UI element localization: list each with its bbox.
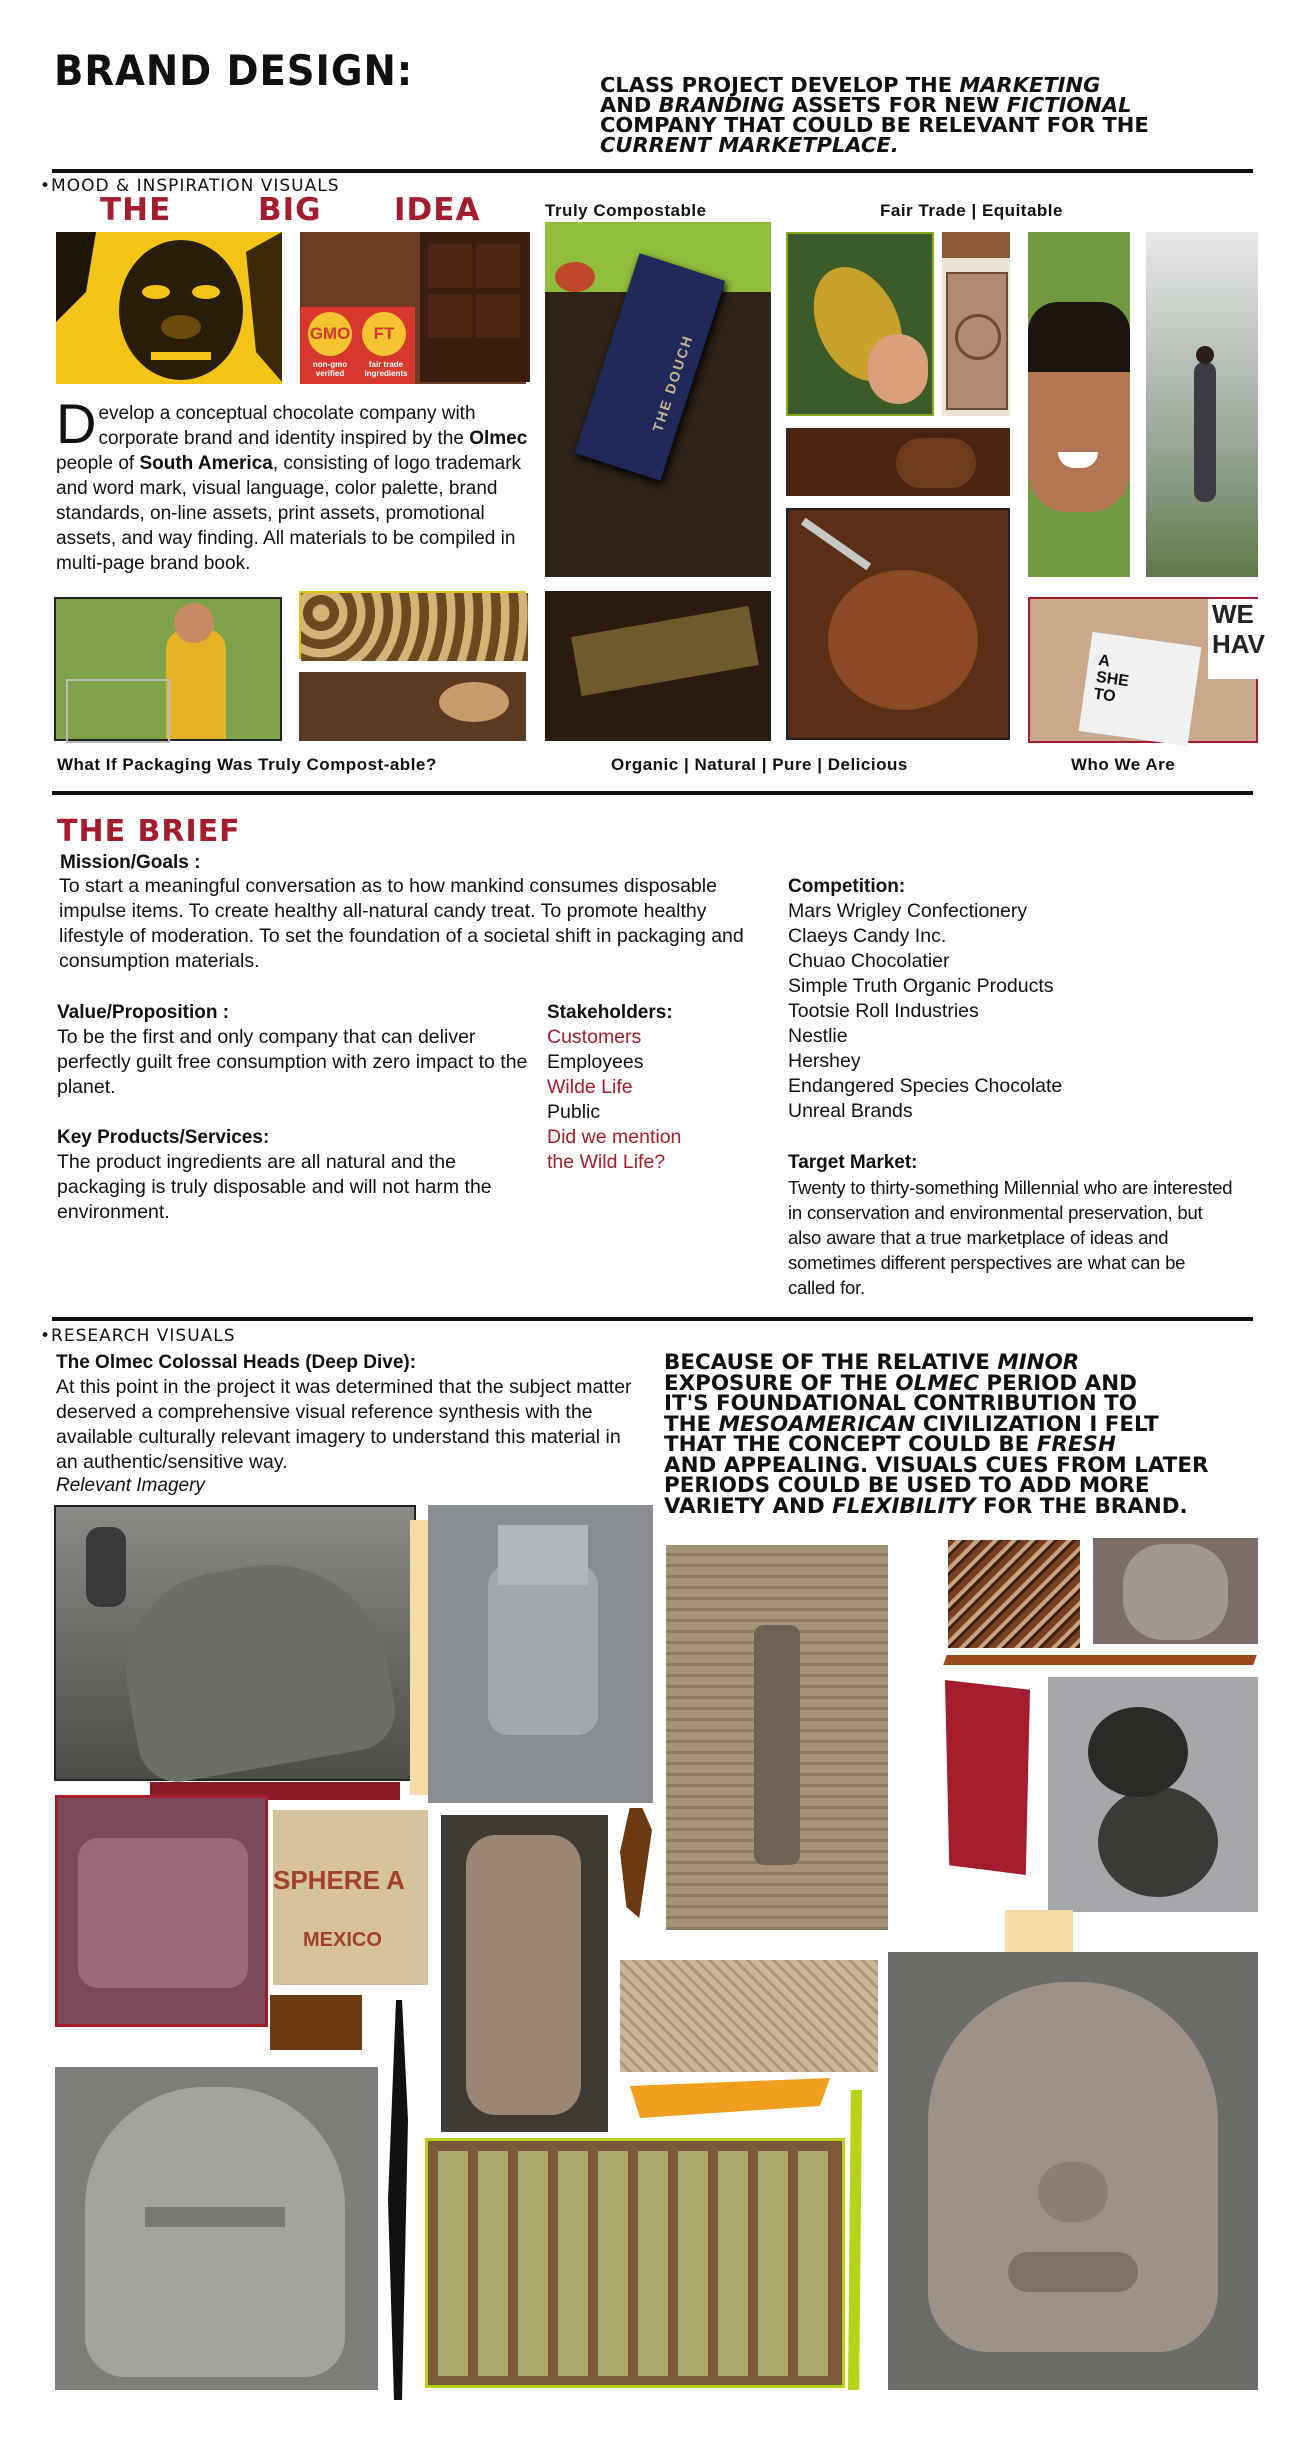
right-sign-line-1: WE	[1212, 599, 1254, 629]
colossal-head-excavation-photo	[54, 1505, 416, 1781]
ft-badge: FT	[362, 312, 406, 356]
museum-head-lips	[1008, 2252, 1138, 2292]
stakeholders-list	[547, 1025, 747, 1175]
research-text: At this point in the project it was determined that the subject matter deserved a comprehensive visual reference synthesis with the available culturally relevant imagery to understand this material in an authentic/sensitive way.	[56, 1376, 632, 1473]
cocoa-beans-strip	[942, 232, 1010, 258]
research-statement-text: BECAUSE OF THE RELATIVE	[664, 1350, 998, 1374]
stakeholder-item: Wilde Life	[547, 1076, 633, 1098]
competitor-item: Hershey	[788, 1050, 861, 1072]
intro-statement-emphasis: BRANDING	[658, 93, 785, 117]
caption-organic: Organic | Natural | Pure | Delicious	[611, 755, 908, 774]
burlap-line-2: MEXICO	[303, 1929, 382, 1951]
burlap-lettering	[273, 1850, 405, 1970]
cart	[66, 679, 170, 743]
rope-basket-photo	[620, 1960, 878, 2072]
purple-stone-carving-photo	[55, 1795, 268, 2027]
intro-statement-emphasis: FICTIONAL	[1006, 93, 1132, 117]
right-sign	[1208, 599, 1264, 679]
research-statement-line	[664, 1475, 1276, 1496]
stone-stela-photo	[441, 1815, 608, 2132]
intro-statement-text: AND	[600, 93, 659, 117]
caption-fair-trade: Fair Trade | Equitable	[880, 201, 1063, 220]
big-idea-word-2: BIG	[258, 192, 322, 228]
target-text: Twenty to thirty-something Millennial who are interested in conservation and environmental preservation, but also aware that a true marketplace of ideas and sometimes different perspectives are what can be called for.	[788, 1177, 1233, 1298]
chocolate-square-1	[428, 244, 472, 288]
stakeholder-item: the Wild Life?	[547, 1151, 666, 1173]
stakeholder-item: Customers	[547, 1026, 642, 1048]
stakeholder-item: Public	[547, 1101, 601, 1123]
head-helmet	[85, 2087, 345, 2377]
research-statement-line	[664, 1411, 1276, 1436]
research-statement-text: VARIETY AND	[664, 1493, 833, 1518]
competitor-item: Nestlie	[788, 1025, 848, 1047]
research-statement	[664, 1352, 1276, 1516]
head-silhouette	[111, 1546, 402, 1788]
textile-pattern-photo	[948, 1540, 1080, 1648]
mini-head	[1123, 1544, 1228, 1640]
page-title: BRAND DESIGN:	[54, 46, 414, 95]
research-statement-emphasis: MINOR	[997, 1350, 1080, 1374]
intro-statement-text: CLASS PROJECT DEVELOP THE	[600, 73, 960, 97]
intro-statement-line	[600, 135, 1293, 155]
competitor-item: Claeys Candy Inc.	[788, 925, 947, 947]
museum-head-nose	[1038, 2162, 1108, 2222]
powder-mound	[828, 570, 978, 710]
burlap-line-1: SPHERE A	[273, 1865, 405, 1895]
research-statement-text: PERIOD AND	[978, 1370, 1137, 1395]
intro-statement-line	[600, 115, 1293, 135]
farmer-photo	[54, 597, 282, 741]
header-divider	[52, 169, 1253, 173]
stakeholder-item: Employees	[547, 1051, 644, 1073]
intro-south-america: South America	[139, 453, 273, 474]
research-section-text: RESEARCH VISUALS	[51, 1326, 236, 1346]
sign-lettering	[1093, 652, 1133, 707]
intro-paragraph	[56, 392, 532, 576]
research-statement-emphasis: MESOAMERICAN	[718, 1411, 916, 1436]
competitor-item: Mars Wrigley Confectionery	[788, 900, 1028, 922]
aztec-calendar-photo	[942, 232, 1010, 416]
mosaic-pattern	[438, 2151, 832, 2376]
worker-figure	[86, 1527, 126, 1607]
relief-carving-photo	[428, 1505, 653, 1803]
research-statement-emphasis: FLEXIBILITY	[832, 1493, 976, 1518]
hiker-figure	[1194, 362, 1216, 502]
stakeholders-label: Stakeholders:	[547, 1002, 673, 1023]
compostable-wrapper-photo	[545, 222, 771, 577]
intro-mid: people of	[56, 453, 140, 474]
value-text: To be the first and only company that can deliver perfectly guilt free consumption with zero impact to the planet.	[57, 1026, 528, 1098]
red-paint-stroke	[945, 1680, 1030, 1875]
research-statement-line	[664, 1370, 1276, 1395]
intro-statement-emphasis: CURRENT MARKETPLACE.	[600, 133, 899, 157]
olmec-face-graphic	[56, 232, 282, 384]
caption-compostable: Truly Compostable	[545, 201, 707, 220]
vessel-base	[1098, 1787, 1218, 1897]
research-statement-text: THE	[664, 1411, 719, 1436]
research-statement-text: CIVILIZATION I FELT	[915, 1411, 1159, 1436]
almond	[439, 682, 509, 722]
bird-vessel-photo	[1048, 1677, 1258, 1912]
olmec-head-mini-photo	[1093, 1538, 1258, 1644]
sign-line-2: SHE	[1094, 668, 1130, 691]
research-statement-text: PERIODS COULD BE USED TO ADD MORE	[664, 1473, 1150, 1497]
calendar-ring	[955, 314, 1001, 360]
black-brush-stroke	[388, 2000, 408, 2400]
mission-text: To start a meaningful conversation as to how mankind consumes disposable impulse items. To create healthy all-natural candy treat. To promote healthy lifestyle of moderation. To set the foundation of a societal shift in packaging and consumption materials.	[59, 875, 744, 972]
stela-body	[466, 1835, 581, 2115]
competitor-item: Unreal Brands	[788, 1100, 913, 1122]
research-statement-text: FOR THE BRAND.	[975, 1493, 1188, 1518]
mission-label: Mission/Goals :	[60, 852, 201, 873]
sign-line-3: TO	[1092, 685, 1117, 706]
competition-label: Competition:	[788, 876, 906, 897]
research-statement-line	[664, 1352, 1276, 1373]
chocolate-square-2	[476, 244, 520, 288]
products-label: Key Products/Services:	[57, 1127, 270, 1148]
relevant-imagery-label: Relevant Imagery	[56, 1475, 205, 1496]
colossal-head-museum-photo	[888, 1952, 1258, 2390]
spoon-handle	[801, 518, 871, 570]
almonds-photo	[299, 672, 526, 741]
research-statement-text: THAT THE CONCEPT COULD BE	[664, 1432, 1037, 1456]
olmec-yellow-photo	[56, 232, 282, 384]
cream-panel	[410, 1520, 428, 1795]
mood-section-text: MOOD & INSPIRATION VISUALS	[51, 176, 340, 196]
intro-statement-text: ASSETS FOR NEW	[784, 93, 1007, 117]
brief-divider	[52, 1317, 1253, 1321]
value-label: Value/Proposition :	[57, 1002, 230, 1023]
brown-brush-stroke	[943, 1655, 1257, 1665]
stela-statue	[754, 1625, 800, 1865]
research-statement-text: AND APPEALING. VISUALS CUES FROM LATER	[664, 1452, 1209, 1477]
brown-accent-bar	[270, 1995, 362, 2050]
intro-statement	[600, 75, 1293, 155]
competitor-item: Endangered Species Chocolate	[788, 1075, 1063, 1097]
cream-block	[1005, 1910, 1073, 1955]
research-statement-line	[664, 1434, 1276, 1455]
cocoa-powder-photo	[786, 508, 1010, 740]
cacao-pod-photo	[786, 232, 934, 416]
research-statement-line	[664, 1493, 1276, 1518]
farmer-shirt	[166, 629, 226, 739]
gmo-badge: GMO	[308, 312, 352, 356]
gmo-badge-sub: non-gmo verified	[312, 360, 348, 378]
competitor-item: Chuao Chocolatier	[788, 950, 950, 972]
basket-weave	[620, 1960, 878, 2072]
intro-statement-line	[600, 75, 1293, 95]
dropcap: D	[56, 392, 97, 455]
smiling-child-photo	[1028, 232, 1130, 577]
nuts-trail-mix-photo	[299, 591, 526, 659]
bird-head	[1088, 1707, 1188, 1797]
big-idea-word-3: IDEA	[394, 192, 481, 228]
chocolate-drip	[896, 438, 976, 488]
research-statement-text: IT'S FOUNDATIONAL CONTRIBUTION TO	[664, 1391, 1137, 1415]
intro-lead: evelop a conceptual chocolate company with corporate brand and identity inspired by the	[98, 403, 476, 449]
hand	[868, 334, 928, 404]
mood-divider	[52, 791, 1253, 795]
research-statement-line	[664, 1393, 1276, 1414]
research-statement-emphasis: FRESH	[1036, 1432, 1116, 1456]
hiker-photo	[1146, 232, 1258, 577]
big-idea-heading	[100, 192, 500, 228]
carving-headdress	[498, 1525, 588, 1585]
chocolate-square-4	[476, 294, 520, 338]
carving-figure	[488, 1565, 598, 1735]
head-eyes	[145, 2207, 285, 2227]
caption-packaging: What If Packaging Was Truly Compost-able?	[57, 755, 437, 774]
ft-badge-sub: fair trade ingredients	[364, 360, 408, 378]
research-statement-text: EXPOSURE OF THE	[664, 1370, 896, 1395]
bullet-dot: •	[40, 176, 52, 196]
research-section-label	[40, 1326, 236, 1346]
large-olmec-head-gray-photo	[55, 2067, 378, 2390]
research-statement-emphasis: OLMEC	[895, 1370, 979, 1395]
tomato	[555, 262, 595, 292]
competitor-item: Simple Truth Organic Products	[788, 975, 1054, 997]
right-sign-line-2: HAV	[1212, 629, 1265, 659]
big-idea-word-1: THE	[100, 192, 172, 228]
child-hair	[1028, 302, 1130, 372]
protest-photo	[1028, 597, 1265, 743]
stone-mosaic-photo	[425, 2138, 845, 2388]
stakeholder-item: Did we mention	[547, 1126, 682, 1148]
competitor-item: Tootsie Roll Industries	[788, 1000, 979, 1022]
wrapper-label: THE DOUCH	[649, 332, 696, 434]
sign-line-1: A	[1097, 651, 1112, 671]
intro-statement-emphasis: MARKETING	[959, 73, 1101, 97]
products-text: The product ingredients are all natural and the packaging is truly disposable and will not harm the environment.	[57, 1151, 492, 1223]
stairway-temple-photo	[666, 1545, 888, 1930]
hiker-head	[1196, 346, 1214, 364]
research-statement-line	[664, 1452, 1276, 1477]
research-heading: The Olmec Colossal Heads (Deep Dive):	[56, 1352, 417, 1373]
caption-who: Who We Are	[1071, 755, 1176, 774]
orange-paint-stroke	[630, 2078, 830, 2118]
nut-texture	[301, 593, 528, 661]
dark-brown-brush	[620, 1808, 652, 1918]
bullet-dot: •	[40, 1326, 52, 1346]
farmer-head	[174, 603, 214, 643]
chocolate-badges-photo	[300, 232, 526, 384]
gold-bar	[571, 606, 759, 696]
chocolate-square-3	[428, 294, 472, 338]
melted-chocolate-photo	[786, 428, 1010, 496]
intro-tail: , consisting of logo trademark and word mark, visual language, color palette, brand standards, on-line assets, print assets, promotional assets, and way finding. All materials to be compiled in multi-page brand book.	[56, 453, 522, 574]
chocolate-bar-gold-photo	[545, 591, 771, 741]
target-label: Target Market:	[788, 1152, 918, 1173]
intro-statement-text: COMPANY THAT COULD BE RELEVANT FOR THE	[600, 113, 1149, 137]
intro-olmec: Olmec	[469, 428, 528, 449]
stone-block	[78, 1838, 248, 1988]
lime-brush-stroke	[848, 2090, 862, 2390]
brief-title: THE BRIEF	[57, 814, 241, 849]
competition-list	[788, 899, 1228, 1124]
burlap-sack-photo	[273, 1810, 428, 1985]
intro-statement-line	[600, 95, 1293, 115]
